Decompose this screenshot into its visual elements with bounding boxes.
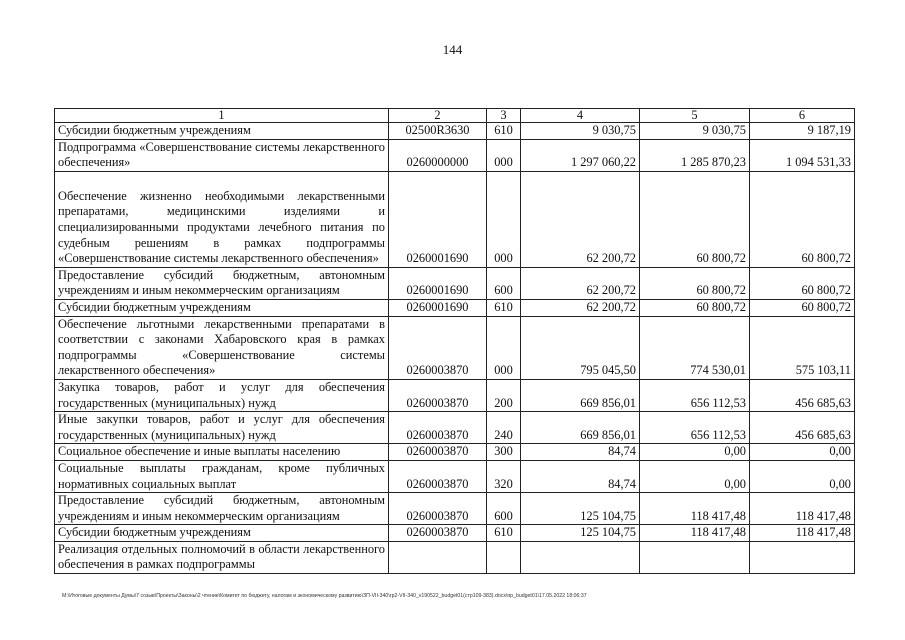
row-code-cell: 0260003870 [389, 444, 487, 461]
header-cell-year1: 4 [521, 109, 640, 123]
header-row [55, 109, 855, 123]
row-vr-cell: 000 [487, 316, 521, 379]
row-value-year1: 125 104,75 [521, 493, 640, 525]
table-row [55, 460, 855, 492]
row-code-cell: 0260003870 [389, 316, 487, 379]
row-name-cell: Иные закупки товаров, работ и услуг для обеспечения государственных (муниципальных) нужд [55, 412, 389, 444]
footer-file-path: М:\Итоговые документы Думы\7 созыв\Проекты\Законы\2 чтение\Комитет по бюджету, налогам и экономическому развитию\ЗП-VII-340\гр2-VII-340_v190522_budget01(стр109-383).docx\пр_budget01\17.05.2022 18:06:37 [62, 593, 587, 599]
row-value-year2: 60 800,72 [640, 267, 750, 299]
row-value-year3: 575 103,11 [750, 316, 855, 379]
row-value-year1: 9 030,75 [521, 123, 640, 140]
row-code-cell: 0260003870 [389, 379, 487, 411]
row-name-cell: Подпрограмма «Совершенствование системы лекарственного обеспечения» [55, 139, 389, 171]
row-value-year2: 0,00 [640, 444, 750, 461]
row-vr-cell: 200 [487, 379, 521, 411]
row-vr-cell: 600 [487, 493, 521, 525]
row-value-year1: 125 104,75 [521, 525, 640, 542]
row-name-cell: Субсидии бюджетным учреждениям [55, 525, 389, 542]
row-name-cell: Социальное обеспечение и иные выплаты населению [55, 444, 389, 461]
table-body [55, 109, 855, 574]
table-row [55, 444, 855, 461]
table-row [55, 299, 855, 316]
table-row [55, 525, 855, 542]
row-code-cell: 0260001690 [389, 299, 487, 316]
table-row [55, 541, 855, 573]
row-vr-cell: 000 [487, 171, 521, 267]
row-code-cell: 0260003870 [389, 460, 487, 492]
row-name-cell: Обеспечение льготными лекарственными препаратами в соответствии с законами Хабаровского края в рамках подпрограммы «Совершенствование системы лекарственного обеспечения» [55, 316, 389, 379]
row-name-cell: Закупка товаров, работ и услуг для обеспечения государственных (муниципальных) нужд [55, 379, 389, 411]
row-code-cell: 0260000000 [389, 139, 487, 171]
row-value-year2: 774 530,01 [640, 316, 750, 379]
row-vr-cell: 000 [487, 139, 521, 171]
row-value-year1: 84,74 [521, 460, 640, 492]
row-vr-cell: 610 [487, 299, 521, 316]
row-value-year1: 62 200,72 [521, 171, 640, 267]
row-value-year1: 795 045,50 [521, 316, 640, 379]
row-code-cell: 0260001690 [389, 171, 487, 267]
row-value-year2: 0,00 [640, 460, 750, 492]
header-cell-code: 2 [389, 109, 487, 123]
row-vr-cell: 300 [487, 444, 521, 461]
row-value-year2: 118 417,48 [640, 525, 750, 542]
table-row [55, 316, 855, 379]
row-value-year2: 1 285 870,23 [640, 139, 750, 171]
row-value-year3: 9 187,19 [750, 123, 855, 140]
row-code-cell: 0260003870 [389, 412, 487, 444]
table-row [55, 123, 855, 140]
row-value-year3: 60 800,72 [750, 267, 855, 299]
row-name-cell: Социальные выплаты гражданам, кроме публичных нормативных социальных выплат [55, 460, 389, 492]
row-value-year3: 60 800,72 [750, 171, 855, 267]
row-value-year1 [521, 541, 640, 573]
table-row [55, 171, 855, 267]
row-value-year2: 656 112,53 [640, 412, 750, 444]
header-cell-year3: 6 [750, 109, 855, 123]
row-value-year2: 656 112,53 [640, 379, 750, 411]
row-value-year1: 1 297 060,22 [521, 139, 640, 171]
row-value-year2: 9 030,75 [640, 123, 750, 140]
row-value-year1: 84,74 [521, 444, 640, 461]
row-name-cell: Предоставление субсидий бюджетным, автономным учреждениям и иным некоммерческим организациям [55, 493, 389, 525]
row-value-year2: 60 800,72 [640, 299, 750, 316]
row-vr-cell: 610 [487, 525, 521, 542]
row-value-year3: 118 417,48 [750, 493, 855, 525]
table-row [55, 379, 855, 411]
row-code-cell: 0260003870 [389, 525, 487, 542]
row-value-year3: 118 417,48 [750, 525, 855, 542]
row-value-year3: 456 685,63 [750, 379, 855, 411]
row-code-cell: 0260003870 [389, 493, 487, 525]
row-name-cell: Субсидии бюджетным учреждениям [55, 299, 389, 316]
table-row [55, 267, 855, 299]
row-value-year2: 118 417,48 [640, 493, 750, 525]
row-vr-cell: 320 [487, 460, 521, 492]
header-cell-year2: 5 [640, 109, 750, 123]
header-cell-vr: 3 [487, 109, 521, 123]
row-value-year1: 62 200,72 [521, 267, 640, 299]
row-value-year1: 62 200,72 [521, 299, 640, 316]
row-value-year3: 1 094 531,33 [750, 139, 855, 171]
row-name-cell: Обеспечение жизненно необходимыми лекарственными препаратами, медицинскими изделиями и специализированными продуктами лечебного питания по судебным решениям в рамках подпрограммы «Совершенствование системы лекарственного обеспечения» [55, 171, 389, 267]
row-name-cell: Предоставление субсидий бюджетным, автономным учреждениям и иным некоммерческим организациям [55, 267, 389, 299]
row-value-year2 [640, 541, 750, 573]
row-vr-cell: 600 [487, 267, 521, 299]
table-row [55, 412, 855, 444]
row-vr-cell [487, 541, 521, 573]
row-value-year3: 0,00 [750, 460, 855, 492]
row-value-year1: 669 856,01 [521, 379, 640, 411]
row-name-cell: Реализация отдельных полномочий в области лекарственного обеспечения в рамках подпрограммы [55, 541, 389, 573]
header-cell-name: 1 [55, 109, 389, 123]
row-value-year3: 60 800,72 [750, 299, 855, 316]
table-row [55, 139, 855, 171]
table-row [55, 493, 855, 525]
row-name-cell: Субсидии бюджетным учреждениям [55, 123, 389, 140]
budget-table [54, 108, 855, 574]
row-vr-cell: 240 [487, 412, 521, 444]
page-number: 144 [442, 42, 463, 57]
row-code-cell [389, 541, 487, 573]
row-code-cell: 0260001690 [389, 267, 487, 299]
row-value-year3 [750, 541, 855, 573]
row-value-year3: 0,00 [750, 444, 855, 461]
row-value-year2: 60 800,72 [640, 171, 750, 267]
row-code-cell: 02500R3630 [389, 123, 487, 140]
row-vr-cell: 610 [487, 123, 521, 140]
row-value-year1: 669 856,01 [521, 412, 640, 444]
row-value-year3: 456 685,63 [750, 412, 855, 444]
